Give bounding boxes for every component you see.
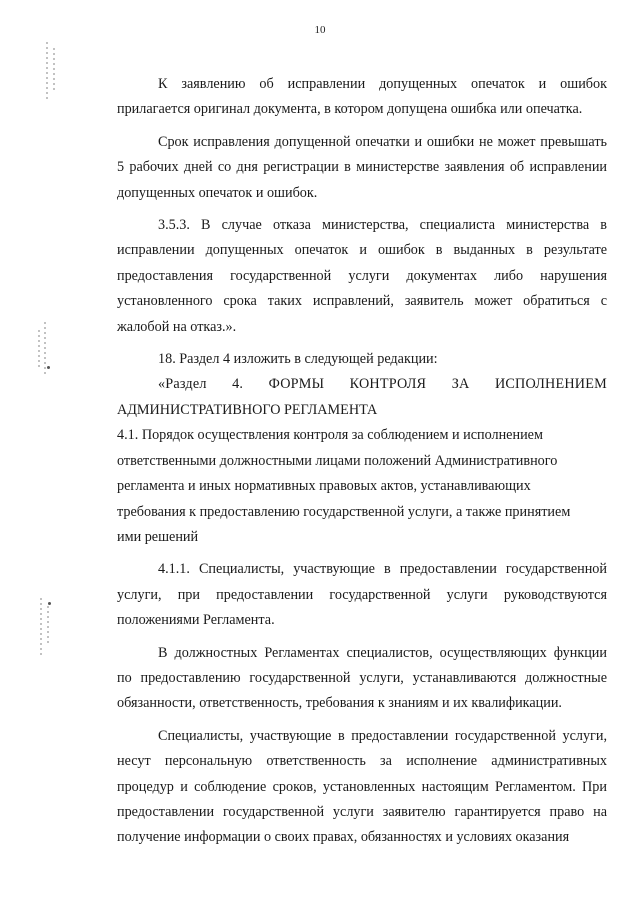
section-heading-word: ИСПОЛНЕНИЕМ [494,376,607,393]
scan-artifact [48,602,51,605]
section-heading-continuation: АДМИНИСТРАТИВНОГО РЕГЛАМЕНТА [117,401,378,418]
subsection-title-line: ими решений [117,528,199,545]
paragraph-specialists-guided: 4.1.1. Специалисты, участвующие в предоставлении государственной услуги, при предоставлении государственной услуги руководствуются положениями Регламента. [117,561,607,629]
scan-artifact [44,322,46,374]
scan-artifact [40,598,42,656]
subsection-title [117,423,607,550]
paragraph-section-4-amendment: 18. Раздел 4 изложить в следующей редакции: [158,351,438,368]
page-number: 10 [314,24,326,36]
document-body [117,72,607,851]
scan-artifact [47,606,49,646]
section-heading-word: ЗА [451,376,470,393]
paragraph-correction-deadline: Срок исправления допущенной опечатки и ошибки не может превышать 5 рабочих дней со дня регистрации в министерстве заявления об исправлении допущенных опечаток и ошибок. [117,133,607,201]
section-heading-word: КОНТРОЛЯ [349,376,427,393]
scan-artifact [47,366,50,369]
paragraph-refusal-complaint: 3.5.3. В случае отказа министерства, специалиста министерства в исправлении допущенных опечаток и ошибок в выданных в результате предоставления государственной услуги документах либо нарушения установленного срока таких исправлений, заявитель может обратиться с жалобой на отказ.». [117,217,607,335]
section-heading [158,372,607,397]
section-heading-word: «Раздел [158,376,207,393]
subsection-title-line: ответственными должностными лицами положений Административного [117,452,558,469]
scan-artifact [53,48,55,92]
paragraph-job-regulations: В должностных Регламентах специалистов, осуществляющих функции по предоставлению государственной услуги, устанавливаются должностные обязанности, ответственность, требования к знаниям и их квалификации. [117,644,607,712]
scan-artifact [46,42,48,100]
subsection-title-line: регламента и иных нормативных правовых актов, устанавливающих [117,478,531,495]
section-heading-word: 4. [232,376,244,393]
section-heading-word: ФОРМЫ [268,376,325,393]
scan-artifact [38,330,40,370]
paragraph-attachment-original: К заявлению об исправлении допущенных опечаток и ошибок прилагается оригинал документа, в котором допущена ошибка или опечатка. [117,76,607,118]
subsection-title-line: 4.1. Порядок осуществления контроля за соблюдением и исполнением [117,427,543,444]
paragraph-personal-responsibility: Специалисты, участвующие в предоставлении государственной услуги, несут персональную ответственность за исполнение административных процедур и соблюдение сроков, установленных настоящим Регламентом. При предоставлении государственной услуги заявителю гарантируется право на получение информации о своих правах, обязанностях и условиях оказания [117,727,607,846]
subsection-title-line: требования к предоставлению государственной услуги, а также принятием [117,503,571,520]
